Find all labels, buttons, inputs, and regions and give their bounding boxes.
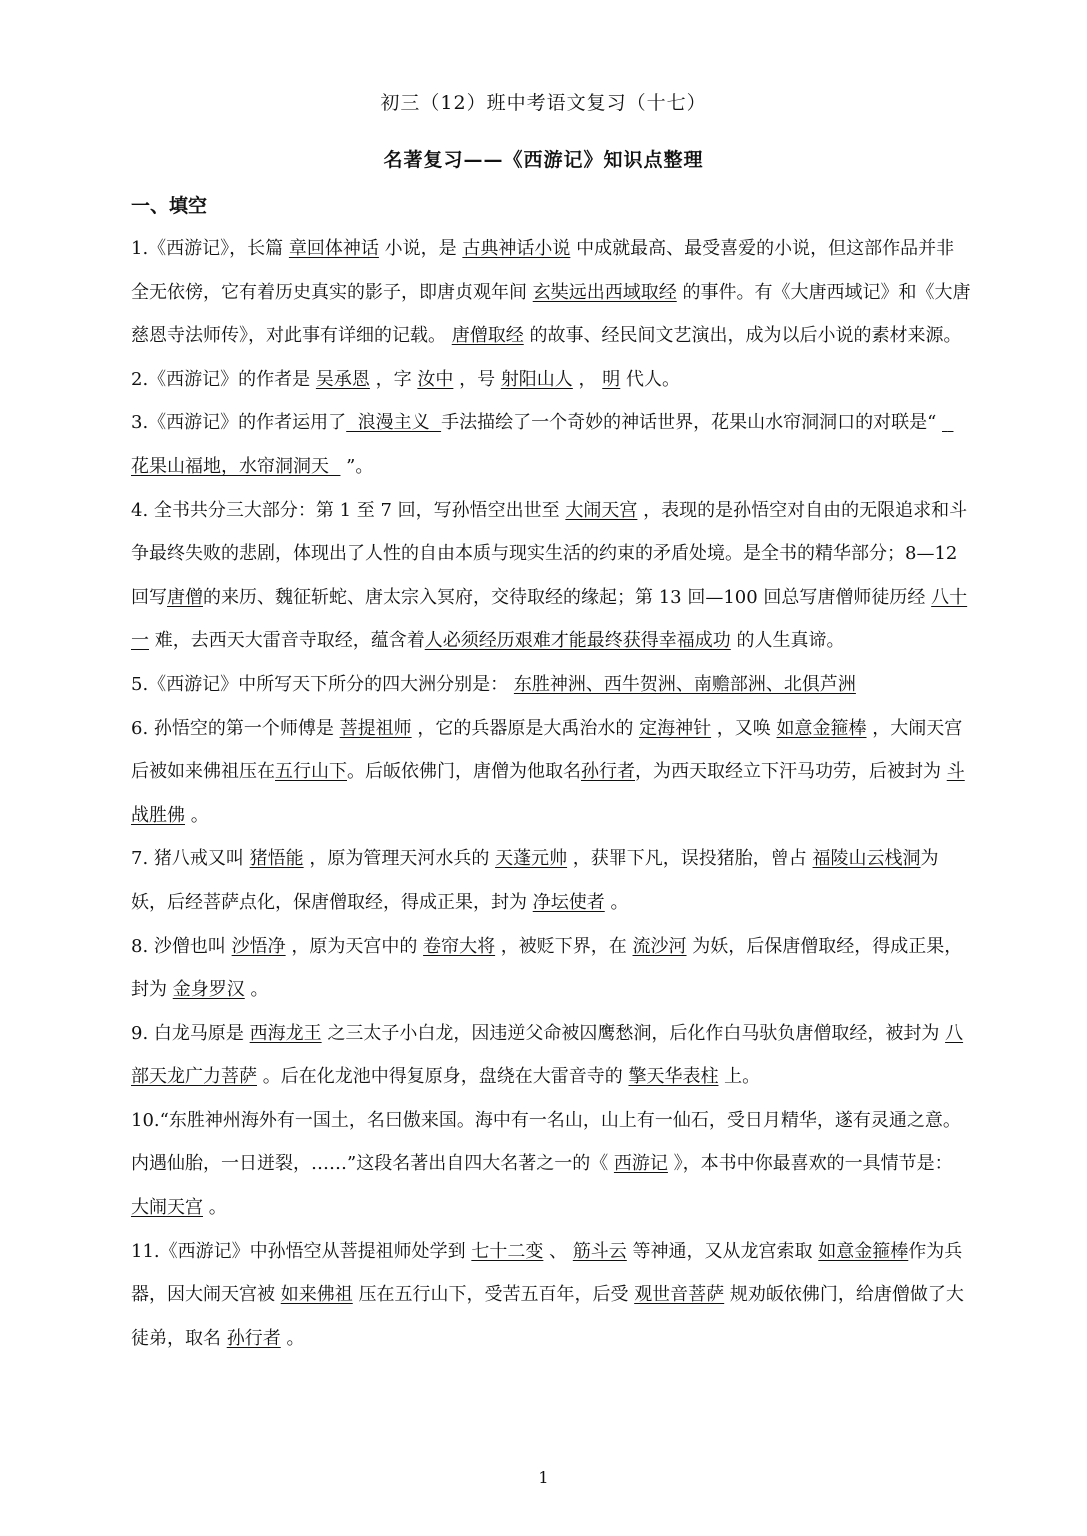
question-text: 5.《西游记》中所写天下所分的四大洲分别是： <box>131 673 514 695</box>
answer-text: 定海神针 <box>639 717 712 739</box>
question-text: 1.《西游记》，长篇 <box>131 238 289 259</box>
question-text: 。 <box>280 1327 305 1349</box>
answer-text: 西游记 <box>613 1153 668 1175</box>
question-text: 压在五行山下，受苦五百年，后受 <box>352 1284 635 1306</box>
question-text: 6. 孙悟空的第一个师傅是 <box>131 717 340 739</box>
question-item <box>131 1230 971 1361</box>
answer-text: 菩提祖师 <box>339 717 412 739</box>
question-text: ，字 <box>369 368 418 390</box>
answer-text: 八十一 <box>131 586 968 652</box>
page-number: 1 <box>538 1468 549 1487</box>
question-text: 。后在化龙池中得复原身，盘绕在大雷音寺的 <box>257 1066 629 1088</box>
answer-text: 福陵山云栈洞 <box>812 848 921 870</box>
answer-text: 流沙河 <box>632 935 687 957</box>
answer-text: 大闹天宫 <box>131 1197 203 1219</box>
answer-text: 如意金箍棒 <box>776 717 867 739</box>
document-body <box>131 227 971 1360</box>
answer-text: 吴承恩 <box>315 368 370 390</box>
question-text: 、 <box>543 1240 573 1262</box>
answer-text: 孙行者 <box>581 761 635 783</box>
answer-text: 八部天龙广力菩萨 <box>131 1022 964 1088</box>
question-item <box>131 837 971 924</box>
question-text: 难，去西天大雷音寺取经，蕴含着 <box>149 630 425 652</box>
answer-text: 唐僧 <box>167 586 203 608</box>
question-text: 的来历、魏征斩蛇、唐太宗入冥府，交待取经的缘起；第 13 回—100 回总写唐僧师徒历经 <box>203 586 932 608</box>
question-text: 。后皈依佛门，唐僧为他取名 <box>347 761 581 783</box>
page-subtitle: 名著复习——《西游记》知识点整理 <box>383 149 704 171</box>
question-text: ，大闹天宫后被如来佛祖压在 <box>131 717 963 783</box>
question-item <box>131 227 971 358</box>
question-text: ， <box>572 368 603 390</box>
question-text: 8. 沙僧也叫 <box>131 935 232 957</box>
question-text: 的事件。有《大唐西域记》和《大唐慈恩寺法师传》，对此事有详细的记载。 <box>131 281 971 347</box>
answer-text: 东胜神洲、西牛贺洲、南赡部洲、北俱芦洲 <box>513 673 856 695</box>
answer-text: 浪漫主义 <box>346 412 442 434</box>
question-text: 。 <box>185 804 209 826</box>
answer-text: 净坛使者 <box>532 891 605 913</box>
question-text: ，它的兵器原是大禹治水的 <box>411 717 640 739</box>
question-text: ，又唤 <box>711 717 777 739</box>
question-text: ，获罪下凡，误投猪胎，曾占 <box>567 848 813 870</box>
answer-text: 如意金箍棒 <box>818 1240 909 1262</box>
question-text: 11.《西游记》中孙悟空从菩提祖师处学到 <box>131 1240 472 1262</box>
section-heading: 一、填空 <box>131 195 208 217</box>
page-title: 初三（12）班中考语文复习（十七） <box>380 92 707 114</box>
answer-text: 西海龙王 <box>249 1022 322 1044</box>
question-text: ，号 <box>453 368 501 390</box>
question-text: 中成就最高、最受喜爱的小说，但这部作品并非全无依傍，它有着历史真实的影子，即唐贞观年间 <box>131 238 955 303</box>
question-text: 代人。 <box>620 368 680 390</box>
answer-text: 射阳山人 <box>500 368 573 390</box>
answer-text: 明 <box>602 368 621 390</box>
answer-text: 古典神话小说 <box>462 238 571 259</box>
answer-text: 猪悟能 <box>249 848 304 870</box>
answer-text: 擎天华表柱 <box>628 1066 719 1088</box>
answer-text: 卷帘大将 <box>423 935 496 957</box>
answer-text: 沙悟净 <box>231 935 286 957</box>
question-text: 10.“东胜神州海外有一国土，名曰傲来国。海中有一名山，山上有一仙石，受日月精华，遂有灵通之意。内遇仙胎，一日迸裂，……”这段名著出自四大名著之一的《 <box>131 1109 961 1175</box>
question-text: 手法描绘了一个奇妙的神话世界，花果山水帘洞洞口的对联是“ <box>441 412 942 434</box>
answer-text: 玄奘远出西域取经 <box>532 281 677 303</box>
answer-text: 斗战胜佛 <box>131 761 965 826</box>
question-text: ，原为天宫中的 <box>285 935 424 957</box>
question-text: 。 <box>604 891 629 913</box>
question-text: 作为兵器，因大闹天宫被 <box>131 1240 963 1306</box>
question-text: 为妖，后经菩萨点化，保唐僧取经，得成正果，封为 <box>131 848 939 913</box>
question-text: 等神通，又从龙宫索取 <box>626 1240 819 1262</box>
question-item <box>131 707 971 838</box>
question-item <box>131 489 971 663</box>
question-item <box>131 1099 971 1230</box>
question-text: ，被贬下界，在 <box>495 935 633 957</box>
question-text: 2.《西游记》的作者是 <box>131 368 316 390</box>
answer-text: 筋斗云 <box>572 1240 627 1262</box>
answer-text: 大闹天宫 <box>565 499 638 521</box>
question-text: 小说，是 <box>378 238 463 259</box>
answer-text: 金身罗汉 <box>172 979 245 1001</box>
question-text: 的故事、经民间文艺演出，成为以后小说的素材来源。 <box>523 325 962 347</box>
question-text: 4. 全书共分三大部分：第 1 至 7 回，写孙悟空出世至 <box>131 499 566 521</box>
answer-text: 章回体神话 <box>288 238 379 259</box>
question-item <box>131 925 971 1012</box>
answer-text: 七十二变 <box>471 1240 544 1262</box>
answer-text: 观世音菩萨 <box>634 1284 725 1306</box>
question-text: ，表现的是孙悟空对自由的无限追求和斗争最终失败的悲剧，体现出了人性的自由本质与现实生活的约束的矛盾处境。是全书的精华部分；8—12 回写 <box>131 499 968 608</box>
question-text: 的人生真谛。 <box>730 630 845 652</box>
answer-text: 汝中 <box>417 368 454 390</box>
answer-text: 天蓬元帅 <box>495 848 568 870</box>
answer-text: 孙行者 <box>226 1327 281 1349</box>
question-item <box>131 401 971 488</box>
answer-text: 花果山福地，水帘洞洞天 <box>131 412 954 477</box>
question-text: 3.《西游记》的作者运用了 <box>131 412 347 434</box>
question-text: 。 <box>244 979 269 1001</box>
question-text: 上。 <box>718 1066 761 1088</box>
question-text: 。 <box>203 1197 227 1219</box>
question-text: ”。 <box>340 455 374 477</box>
question-item <box>131 1012 971 1099</box>
question-text: 之三太子小白龙，因违逆父命被囚鹰愁涧，后化作白马驮负唐僧取经，被封为 <box>321 1022 946 1044</box>
question-text: 7. 猪八戒又叫 <box>131 848 250 870</box>
question-text: 》，本书中你最喜欢的一具情节是： <box>667 1153 959 1175</box>
answer-text: 唐僧取经 <box>451 325 524 347</box>
question-text: 为妖，后保唐僧取经，得成正果，封为 <box>131 935 963 1001</box>
answer-text: 如来佛祖 <box>280 1284 353 1306</box>
question-item <box>131 358 971 402</box>
question-text: ，为西天取经立下汗马功劳，后被封为 <box>635 761 947 783</box>
question-text: ，原为管理天河水兵的 <box>303 848 496 870</box>
question-text: 规劝皈依佛门，给唐僧做了大徒弟，取名 <box>131 1284 964 1349</box>
question-text: 9. 白龙马原是 <box>131 1022 250 1044</box>
answer-text: 五行山下 <box>275 761 347 783</box>
answer-text: 人必须经历艰难才能最终获得幸福成功 <box>424 630 731 652</box>
question-item <box>131 663 971 707</box>
